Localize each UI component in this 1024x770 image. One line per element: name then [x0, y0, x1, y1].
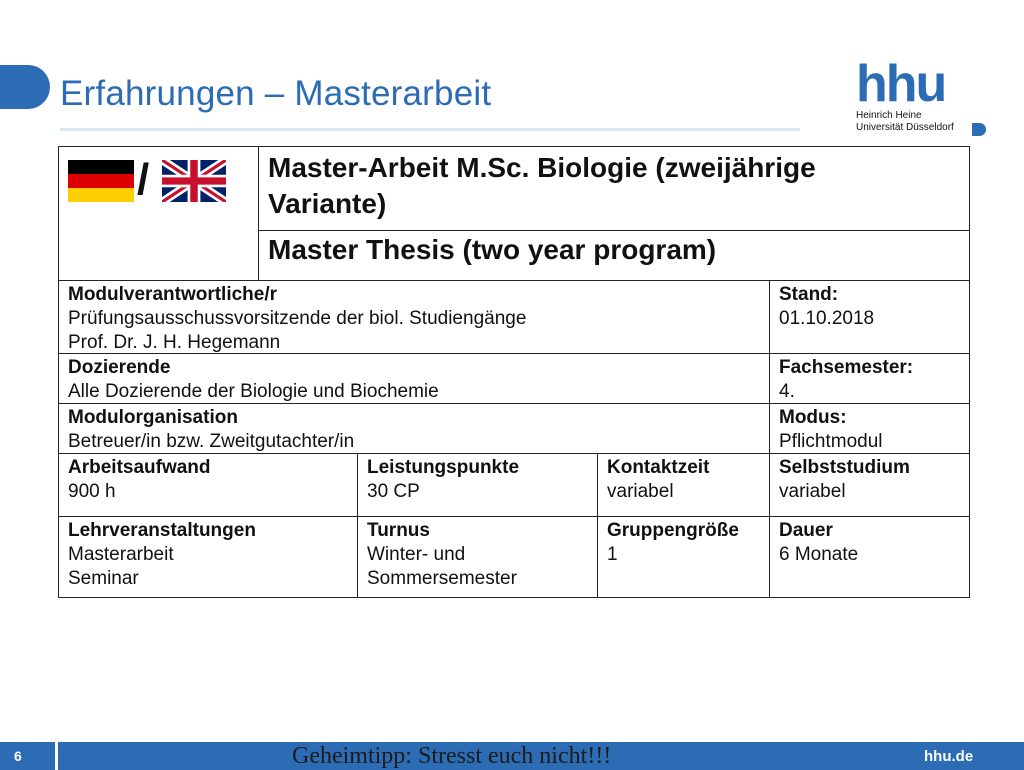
- semester-cell: [779, 356, 964, 404]
- footer-separator: [55, 742, 58, 770]
- contact-label: Kontaktzeit: [607, 457, 710, 478]
- column-divider: [357, 453, 358, 598]
- turnus-cell: [367, 519, 592, 591]
- organisation-cell: [68, 406, 763, 454]
- table-border-bottom: [58, 597, 970, 598]
- groupsize-value: 1: [607, 544, 618, 565]
- selfstudy-value: variabel: [779, 481, 846, 502]
- groupsize-cell: [607, 519, 767, 567]
- row-divider: [58, 516, 970, 517]
- responsible-label: Modulverantwortliche/r: [68, 284, 278, 305]
- turnus-label: Turnus: [367, 520, 430, 541]
- duration-value: 6 Monate: [779, 544, 859, 565]
- workload-value: 900 h: [68, 481, 116, 502]
- selfstudy-label: Selbststudium: [779, 457, 910, 478]
- contact-cell: [607, 456, 767, 504]
- title-tab-accent: [0, 65, 50, 109]
- mode-label: Modus:: [779, 407, 847, 428]
- lecturers-value: Alle Dozierende der Biologie und Biochemie: [68, 381, 439, 402]
- credits-cell: [367, 456, 592, 504]
- table-border-top: [58, 146, 970, 147]
- mode-value: Pflichtmodul: [779, 431, 883, 452]
- turnus-value-1: Winter- und: [367, 544, 466, 565]
- logo-line-1: Heinrich Heine: [856, 110, 922, 121]
- module-title-de-line-2: Variante): [268, 188, 387, 219]
- mode-cell: [779, 406, 964, 454]
- duration-cell: [779, 519, 964, 567]
- column-divider: [769, 280, 770, 598]
- credits-label: Leistungspunkte: [367, 457, 520, 478]
- responsible-cell: [68, 283, 763, 355]
- responsible-value-1: Prüfungsausschussvorsitzende der biol. Studiengänge: [68, 308, 527, 329]
- table-border-left: [58, 146, 59, 598]
- stand-cell: [779, 283, 964, 331]
- contact-value: variabel: [607, 481, 674, 502]
- semester-label: Fachsemester:: [779, 357, 914, 378]
- courses-cell: [68, 519, 353, 591]
- column-divider: [597, 453, 598, 598]
- footer-note: Geheimtipp: Stresst euch nicht!!!: [292, 743, 612, 769]
- groupsize-label: Gruppengröße: [607, 520, 739, 541]
- stand-label: Stand:: [779, 284, 839, 305]
- lecturers-label: Dozierende: [68, 357, 171, 378]
- selfstudy-cell: [779, 456, 964, 504]
- workload-label: Arbeitsaufwand: [68, 457, 211, 478]
- credits-value: 30 CP: [367, 481, 420, 502]
- university-logo: [848, 55, 998, 138]
- semester-value: 4.: [779, 381, 795, 402]
- title-underline: [60, 128, 800, 131]
- flag-separator: /: [137, 155, 150, 204]
- logo-line-2: Universität Düsseldorf: [856, 122, 954, 133]
- organisation-value: Betreuer/in bzw. Zweitgutachter/in: [68, 431, 355, 452]
- module-description-table: [58, 146, 970, 600]
- row-divider: [58, 280, 970, 281]
- courses-value-2: Seminar: [68, 568, 139, 589]
- slide-title: Erfahrungen – Masterarbeit: [60, 74, 492, 113]
- flag-uk-icon: [162, 160, 226, 202]
- lecturers-cell: [68, 356, 763, 404]
- courses-label: Lehrveranstaltungen: [68, 520, 256, 541]
- table-border-right: [969, 146, 970, 598]
- logo-dot: [972, 123, 986, 136]
- module-title-de: [268, 150, 958, 222]
- footer-url: hhu.de: [924, 748, 974, 765]
- workload-cell: [68, 456, 353, 504]
- header-divider: [258, 146, 259, 280]
- module-title-en: Master Thesis (two year program): [268, 234, 717, 265]
- duration-label: Dauer: [779, 520, 833, 541]
- responsible-value-2: Prof. Dr. J. H. Hegemann: [68, 332, 281, 353]
- turnus-value-2: Sommersemester: [367, 568, 517, 589]
- organisation-label: Modulorganisation: [68, 407, 238, 428]
- stand-value: 01.10.2018: [779, 308, 875, 329]
- language-flags: [68, 155, 228, 204]
- title-divider: [258, 230, 970, 231]
- courses-value-1: Masterarbeit: [68, 544, 174, 565]
- logo-wordmark: hhu: [856, 55, 946, 113]
- page-number: 6: [14, 748, 22, 764]
- flag-germany-icon: [68, 160, 134, 202]
- module-title-de-line-1: Master-Arbeit M.Sc. Biologie (zweijährige: [268, 152, 816, 183]
